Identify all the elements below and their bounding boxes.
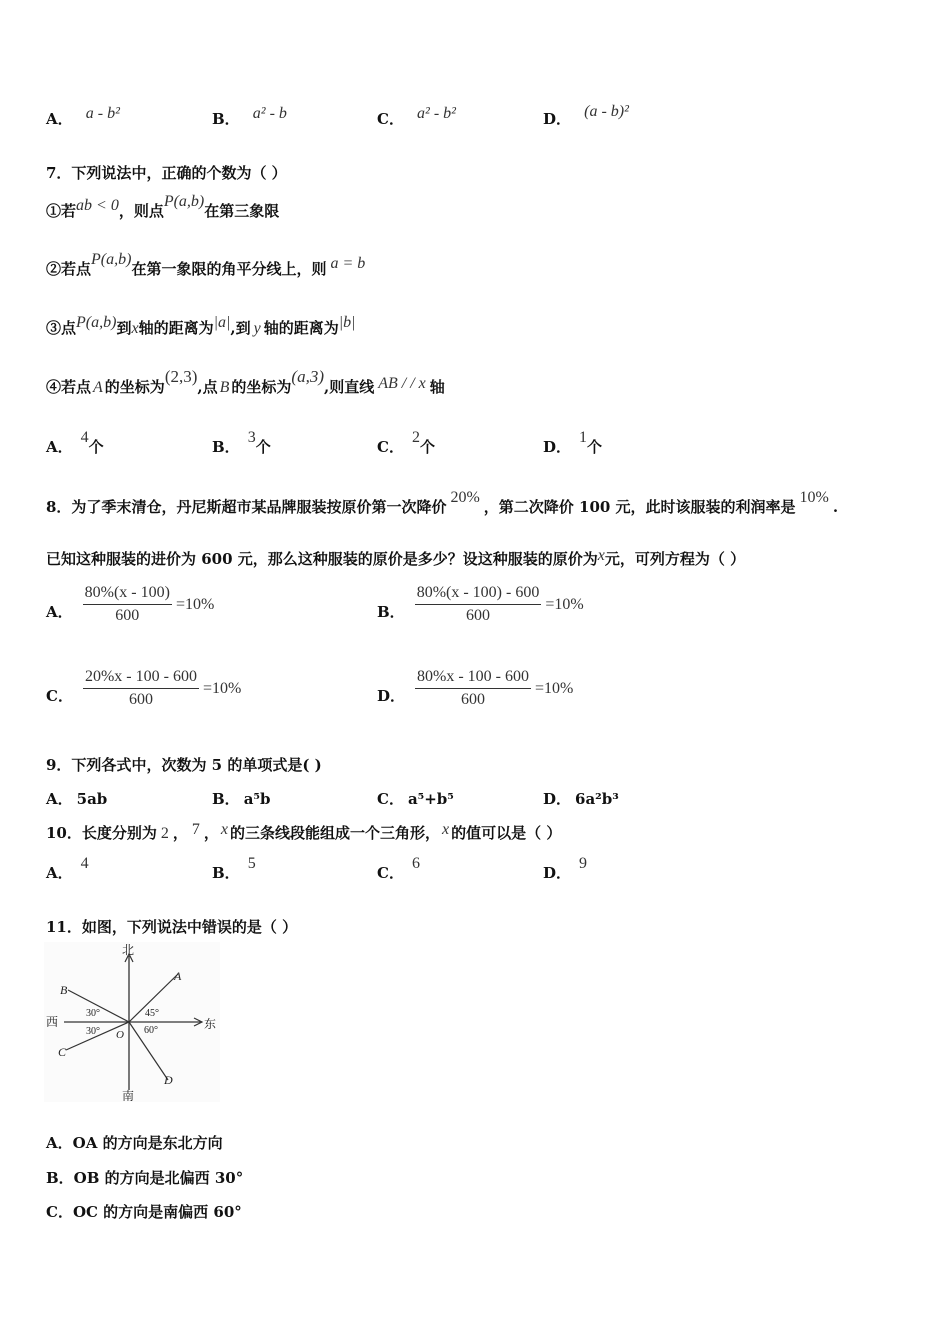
q7-option-d: D．1个 <box>543 429 603 456</box>
q6-option-a: A． a - b² <box>46 105 120 128</box>
q6-option-a-expr: a - b² <box>85 105 120 122</box>
q11-option-b: B．OB 的方向是北偏西 30° <box>46 1169 244 1187</box>
q9-option-c: C． a⁵+b⁵ <box>377 790 454 808</box>
q10-title: 10．长度分别为 2 ， 7 ， x 的三条线段能组成一个三角形， x 的值可以是（ ） <box>46 821 562 842</box>
q6-option-d: D． (a - b)² <box>543 103 629 128</box>
q6-option-b-expr: a² - b <box>252 105 287 122</box>
q7-option-a: A．4个 <box>46 429 104 456</box>
west-label: 西 <box>46 1015 59 1029</box>
q8-option-c: C． $\frac{20\%x - 100 - 600}{600}$ =10% <box>46 668 242 708</box>
q9-option-b: B． a⁵b <box>212 790 271 808</box>
q10-option-a: A．4 <box>46 855 89 882</box>
point-a-label: A <box>174 969 182 983</box>
q7-option-c: C．2个 <box>377 429 435 456</box>
point-c-label: C <box>58 1045 67 1059</box>
q6-option-c-expr: a² - b² <box>417 105 456 122</box>
q7-statement-4: ④若点 A 的坐标为(2,3),点 B 的坐标为(a,3),则直线 AB / / x 轴 <box>46 367 445 396</box>
q10-option-d: D．9 <box>543 855 588 882</box>
q8-option-c-fraction: $\frac{20\%x - 100 - 600}{600}$ <box>84 668 197 708</box>
point-d-label: D <box>164 1073 173 1087</box>
q9-option-a: A． 5ab <box>46 790 108 808</box>
q6-option-c: C． a² - b² <box>377 105 456 128</box>
q9-option-d: D． 6a²b³ <box>543 790 619 808</box>
q8-option-a: A． $\frac{80\%(x - 100)}{600}$ =10% <box>46 584 215 624</box>
compass-figure <box>44 942 220 1102</box>
q7-statement-1: ①若ab < 0，则点P(a,b)在第三象限 <box>46 193 280 220</box>
q7-statement-3: ③点P(a,b)到x轴的距离为|a|,到 y 轴的距离为|b| <box>46 314 356 337</box>
q8-option-b: B． $\frac{80\%(x - 100) - 600}{600}$ =10% <box>377 584 584 624</box>
q8-option-d-fraction: $\frac{80\%x - 100 - 600}{600}$ <box>417 668 529 708</box>
angle-30-upper: 30° <box>86 1008 100 1019</box>
q10-option-c: C．6 <box>377 855 420 882</box>
q11-title: 11．如图，下列说法中错误的是（ ） <box>46 918 298 936</box>
north-label: 北 <box>122 943 135 957</box>
q8-option-d: D． $\frac{80\%x - 100 - 600}{600}$ =10% <box>377 668 574 708</box>
q11-option-c: C．OC 的方向是南偏西 60° <box>46 1203 242 1221</box>
q8-line-1: 8．为了季末清仓，丹尼斯超市某品牌服装按原价第一次降价20%，第二次降价 100 元，此时该服装的利润率是10%. <box>46 489 839 516</box>
point-o-label: O <box>116 1029 124 1041</box>
angle-45: 45° <box>145 1008 159 1019</box>
point-b-label: B <box>60 983 68 997</box>
q9-title: 9．下列各式中，次数为 5 的单项式是( ) <box>46 756 322 774</box>
q10-option-b: B．5 <box>212 855 256 882</box>
q7-option-b: B．3个 <box>212 429 271 456</box>
q6-option-d-expr: (a - b)² <box>584 103 629 120</box>
south-label: 南 <box>122 1089 135 1102</box>
q7-statement-2: ②若点P(a,b)在第一象限的角平分线上，则 a = b <box>46 251 366 278</box>
q7-title: 7．下列说法中，正确的个数为（ ） <box>46 164 287 182</box>
east-label: 东 <box>204 1017 217 1031</box>
q6-option-b: B． a² - b <box>212 105 287 128</box>
q8-option-b-fraction: $\frac{80\%(x - 100) - 600}{600}$ <box>416 584 540 624</box>
q11-option-a: A．OA 的方向是东北方向 <box>46 1134 223 1152</box>
angle-30-lower: 30° <box>86 1026 100 1037</box>
q8-option-a-fraction: $\frac{80\%(x - 100)}{600}$ <box>84 584 170 624</box>
angle-60: 60° <box>144 1025 158 1036</box>
q8-line-2: 已知这种服装的进价为 600 元，那么这种服装的原价是多少？设这种服装的原价为x元，可列方程为（ ） <box>46 547 746 568</box>
